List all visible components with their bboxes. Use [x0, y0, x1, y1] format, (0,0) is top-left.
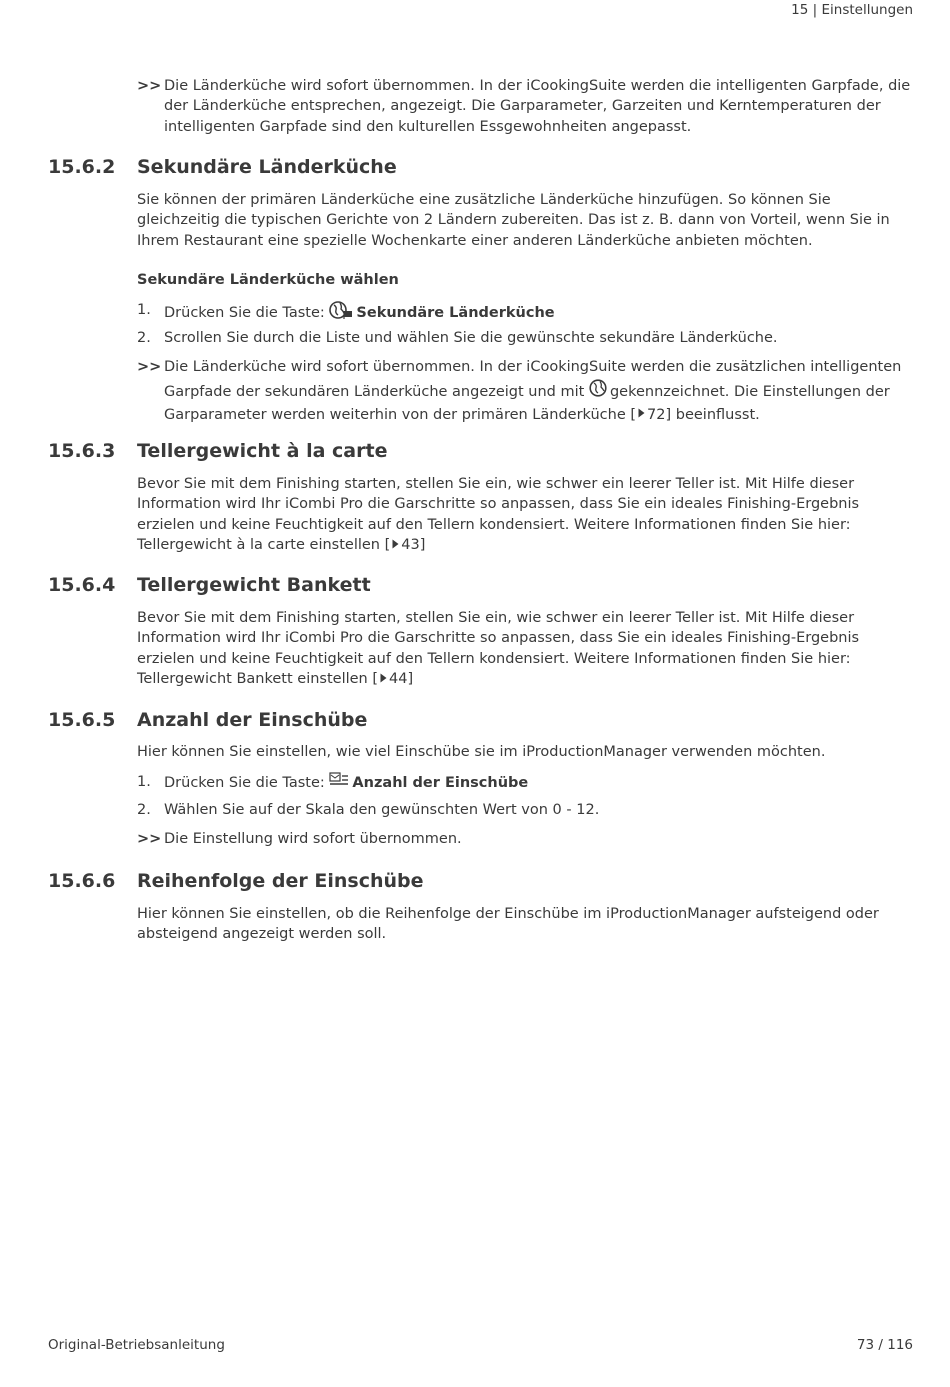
step-text: Drücken Sie die Taste: — [164, 305, 325, 322]
step-number: 1. — [137, 302, 151, 318]
subheading: Sekundäre Länderküche wählen — [137, 272, 399, 288]
triangle-right-icon — [638, 404, 645, 426]
page-header: 15 | Einstellungen — [791, 2, 913, 18]
page-reference[interactable]: 44 — [389, 671, 408, 688]
step-text: Scrollen Sie durch die Liste und wählen Sie die gewünschte sekundäre Länderküche. — [164, 330, 778, 346]
button-label: Sekundäre Länderküche — [356, 305, 555, 322]
section-body — [137, 608, 913, 689]
button-label: Anzahl der Einschübe — [352, 775, 529, 792]
triangle-right-icon — [380, 669, 387, 689]
section-body: Hier können Sie einstellen, wie viel Einschübe sie im iProductionManager verwenden möchten. — [137, 744, 826, 760]
step-number: 2. — [137, 330, 151, 346]
section-title: Tellergewicht à la carte — [137, 440, 388, 462]
section-number: 15.6.6 — [48, 870, 116, 892]
section-title: Anzahl der Einschübe — [137, 709, 368, 731]
page-number: 73 / 116 — [856, 1337, 913, 1353]
footer-document-title: Original-Betriebsanleitung — [48, 1337, 225, 1353]
body-text: Bevor Sie mit dem Finishing starten, stellen Sie ein, wie schwer ein leerer Teller ist. Mit Hilfe dieser Information wird Ihr iCombi Pro die Garschritte so anpassen, dass Sie ein ideales Finishing-Ergebnis erzielen und keine Feuchtigkeit auf den Tellern kondensiert. Weitere Informationen finden Sie hier: Tellergewicht Bankett einstellen [ — [137, 610, 860, 688]
section-number: 15.6.4 — [48, 574, 116, 596]
section-title: Sekundäre Länderküche — [137, 156, 397, 178]
step-result — [137, 829, 913, 849]
triangle-right-icon — [392, 535, 399, 555]
result-text: Die Einstellung wird sofort übernommen. — [164, 831, 462, 847]
result-marker: >> — [137, 78, 162, 94]
body-text: ] — [419, 537, 426, 554]
result-text: Die Länderküche wird sofort übernommen. In der iCookingSuite werden die intelligenten Garpfade, die der Länderküche entsprechen, angezeigt. Die Garparameter, Garzeiten und Kerntemperaturen der intelligenten Garpfade sind den kulturellen Essgewohnheiten angepasst. — [164, 78, 911, 135]
step-item — [137, 300, 913, 326]
page-footer — [48, 1335, 913, 1355]
trays-icon — [329, 772, 349, 794]
step-number: 1. — [137, 774, 151, 790]
step-item — [137, 772, 913, 794]
result-marker: >> — [137, 831, 162, 847]
step-text: Wählen Sie auf der Skala den gewünschten Wert von 0 - 12. — [164, 802, 600, 818]
section-body — [137, 474, 913, 555]
step-item — [137, 328, 913, 348]
section-title: Reihenfolge der Einschübe — [137, 870, 424, 892]
globe-icon — [589, 379, 607, 405]
section-body: Sie können der primären Länderküche eine zusätzliche Länderküche hinzufügen. So können Sie gleichzeitig die typischen Gerichte von 2 Ländern zubereiten. Das ist z. B. dann von Vorteil, wenn Sie in Ihrem Restaurant eine spezielle Wochenkarte einer anderen Länderküche anbieten möchten. — [137, 192, 890, 249]
body-text: ] — [407, 671, 414, 688]
section-body: Hier können Sie einstellen, ob die Reihenfolge der Einschübe im iProductionManager aufsteigend oder absteigend angezeigt werden soll. — [137, 906, 879, 943]
result-text: gekennzeichnet. Die Einstellungen der Garparameter werden weiterhin von der primären Länderküche [ — [164, 383, 890, 423]
section-number: 15.6.3 — [48, 440, 116, 462]
page-reference[interactable]: 72 — [647, 406, 666, 423]
intro-result — [137, 76, 913, 137]
section-title: Tellergewicht Bankett — [137, 574, 371, 596]
page-reference[interactable]: 43 — [401, 537, 420, 554]
step-result — [137, 357, 913, 426]
step-text: Drücken Sie die Taste: — [164, 775, 325, 792]
body-text: Bevor Sie mit dem Finishing starten, stellen Sie ein, wie schwer ein leerer Teller ist. Mit Hilfe dieser Information wird Ihr iCombi Pro die Garschritte so anpassen, dass Sie ein ideales Finishing-Ergebnis erzielen und keine Feuchtigkeit auf den Tellern kondensiert. Weitere Informationen finden Sie hier: Tellergewicht à la carte einstellen [ — [137, 476, 860, 554]
step-item — [137, 800, 913, 820]
section-number: 15.6.5 — [48, 709, 116, 731]
step-number: 2. — [137, 802, 151, 818]
result-text: Die Länderküche wird sofort übernommen. In der iCookingSuite werden die zusätzlichen intelligenten Garpfade der sekundären Länderküche angezeigt und mit — [164, 359, 902, 400]
section-number: 15.6.2 — [48, 156, 116, 178]
globe-flag-icon — [329, 300, 353, 326]
result-marker: >> — [137, 359, 162, 375]
result-text: ] beeinflusst. — [665, 406, 760, 423]
